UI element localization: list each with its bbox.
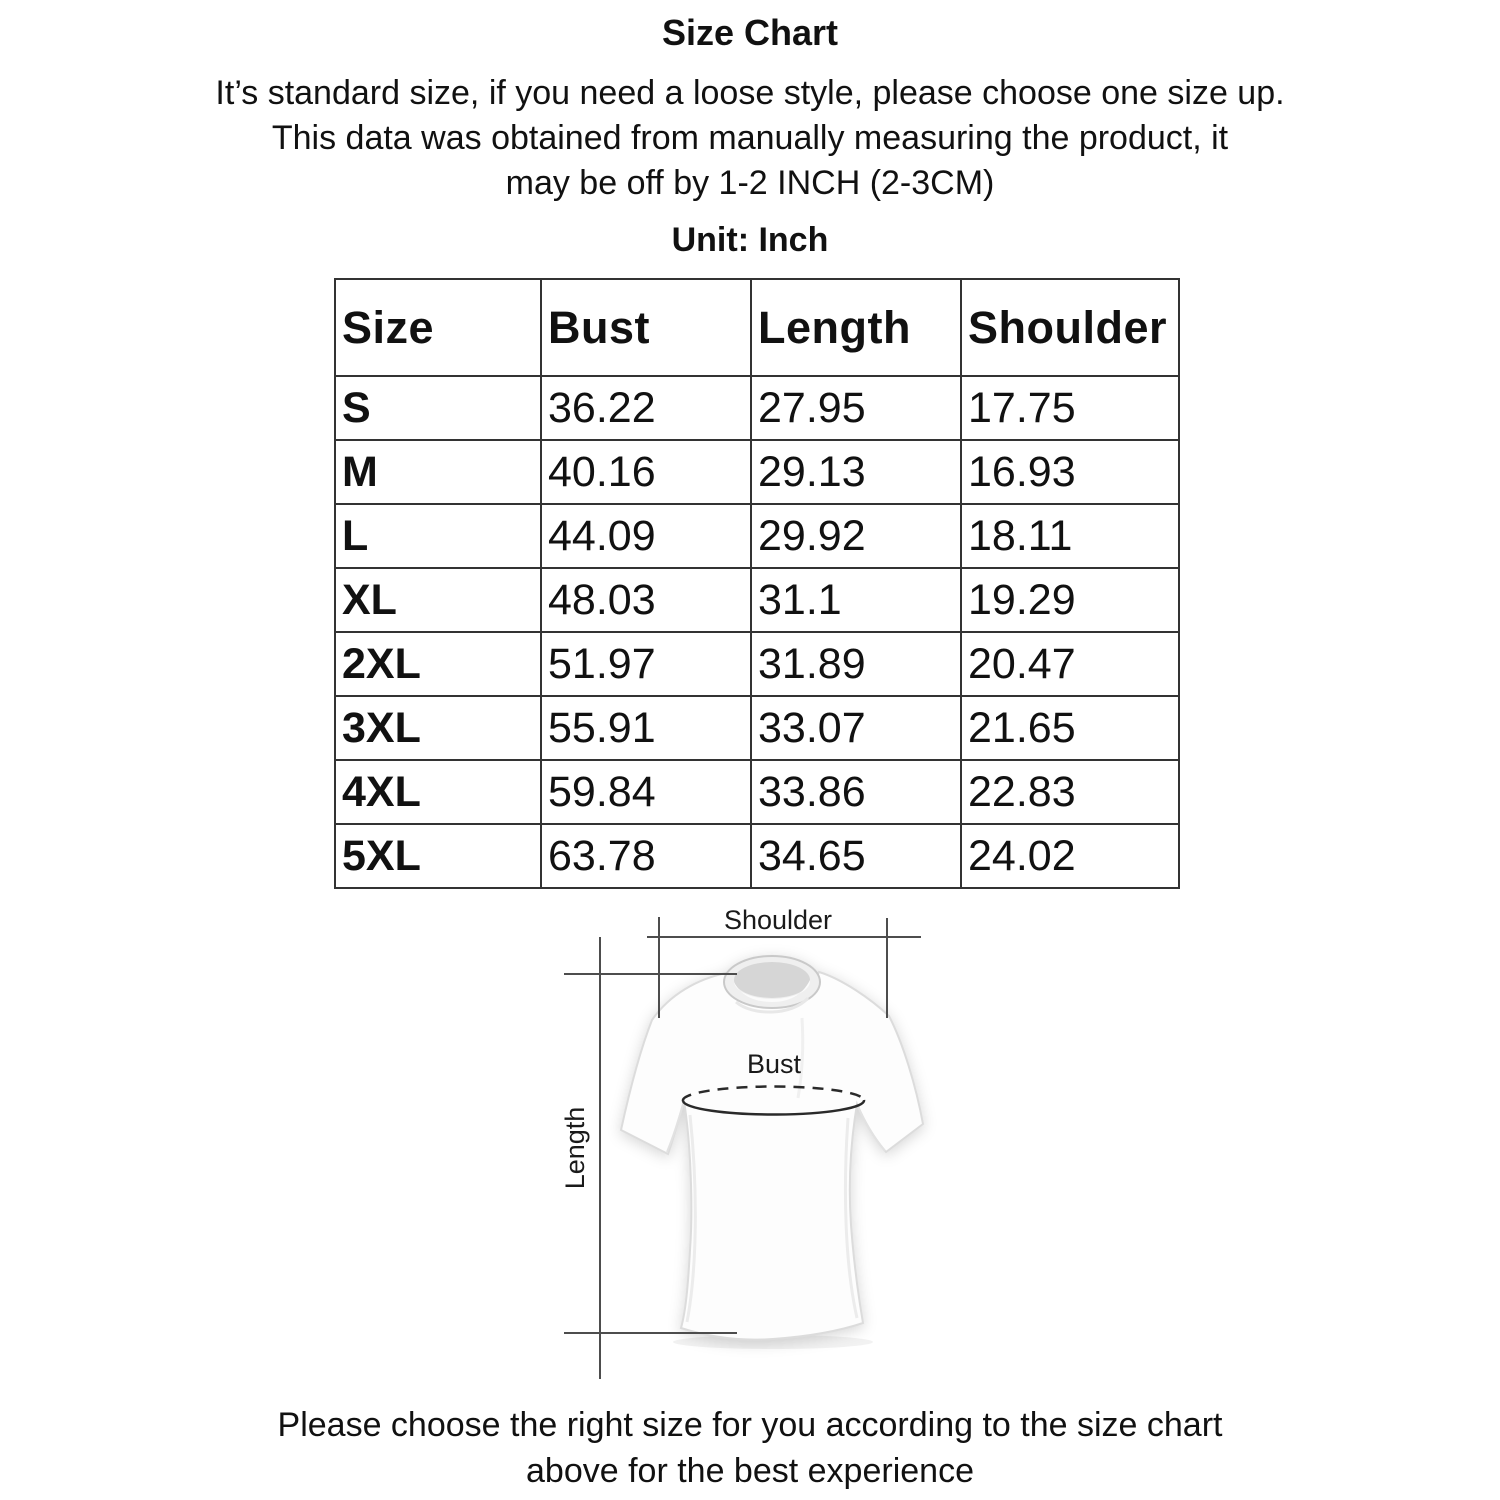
table-header-row [335, 279, 1179, 376]
table-row [335, 696, 1179, 760]
length-cell: 33.86 [751, 760, 961, 824]
column-header-length: Length [751, 279, 961, 376]
size-cell: M [335, 440, 541, 504]
footer-note [0, 1402, 1500, 1494]
shoulder-cell: 22.83 [961, 760, 1179, 824]
table-row [335, 568, 1179, 632]
shoulder-cell: 24.02 [961, 824, 1179, 888]
bust-cell: 51.97 [541, 632, 751, 696]
table-row [335, 824, 1179, 888]
size-cell: S [335, 376, 541, 440]
size-cell: L [335, 504, 541, 568]
shoulder-cell: 21.65 [961, 696, 1179, 760]
size-cell: 3XL [335, 696, 541, 760]
size-note-line-2: This data was obtained from manually measuring the product, it [271, 119, 1229, 157]
size-cell: 4XL [335, 760, 541, 824]
length-cell: 29.13 [751, 440, 961, 504]
footer-line-1: Please choose the right size for you according to the size chart [277, 1406, 1223, 1444]
footer-line-2: above for the best experience [526, 1452, 974, 1490]
shirt-body [621, 972, 923, 1340]
length-cell: 33.07 [751, 696, 961, 760]
size-table [334, 278, 1180, 889]
bust-cell: 55.91 [541, 696, 751, 760]
table-row [335, 376, 1179, 440]
bust-cell: 48.03 [541, 568, 751, 632]
shoulder-cell: 18.11 [961, 504, 1179, 568]
size-note [0, 71, 1500, 206]
length-cell: 29.92 [751, 504, 961, 568]
table-row [335, 440, 1179, 504]
length-cell: 31.89 [751, 632, 961, 696]
shoulder-label: Shoulder [723, 905, 833, 935]
bust-cell: 59.84 [541, 760, 751, 824]
bust-cell: 36.22 [541, 376, 751, 440]
bust-cell: 44.09 [541, 504, 751, 568]
shoulder-cell: 19.29 [961, 568, 1179, 632]
column-header-bust: Bust [541, 279, 751, 376]
unit-label: Unit: Inch [671, 221, 829, 259]
length-cell: 31.1 [751, 568, 961, 632]
size-note-line-1: It’s standard size, if you need a loose style, please choose one size up. [215, 74, 1285, 112]
length-label: Length [560, 1106, 590, 1190]
length-cell: 34.65 [751, 824, 961, 888]
shoulder-cell: 17.75 [961, 376, 1179, 440]
page-title: Size Chart [661, 12, 839, 53]
size-cell: 2XL [335, 632, 541, 696]
size-cell: XL [335, 568, 541, 632]
size-cell: 5XL [335, 824, 541, 888]
bust-cell: 40.16 [541, 440, 751, 504]
shoulder-cell: 20.47 [961, 632, 1179, 696]
tshirt-graphic [621, 956, 923, 1340]
bust-cell: 63.78 [541, 824, 751, 888]
column-header-shoulder: Shoulder [961, 279, 1179, 376]
table-row [335, 760, 1179, 824]
tshirt-measurement-diagram [540, 890, 1020, 1390]
table-row [335, 632, 1179, 696]
collar-opening [734, 962, 810, 998]
shoulder-cell: 16.93 [961, 440, 1179, 504]
length-cell: 27.95 [751, 376, 961, 440]
table-row [335, 504, 1179, 568]
size-note-line-3: may be off by 1-2 INCH (2-3CM) [505, 164, 995, 202]
column-header-size: Size [335, 279, 541, 376]
bust-label: Bust [746, 1049, 802, 1079]
